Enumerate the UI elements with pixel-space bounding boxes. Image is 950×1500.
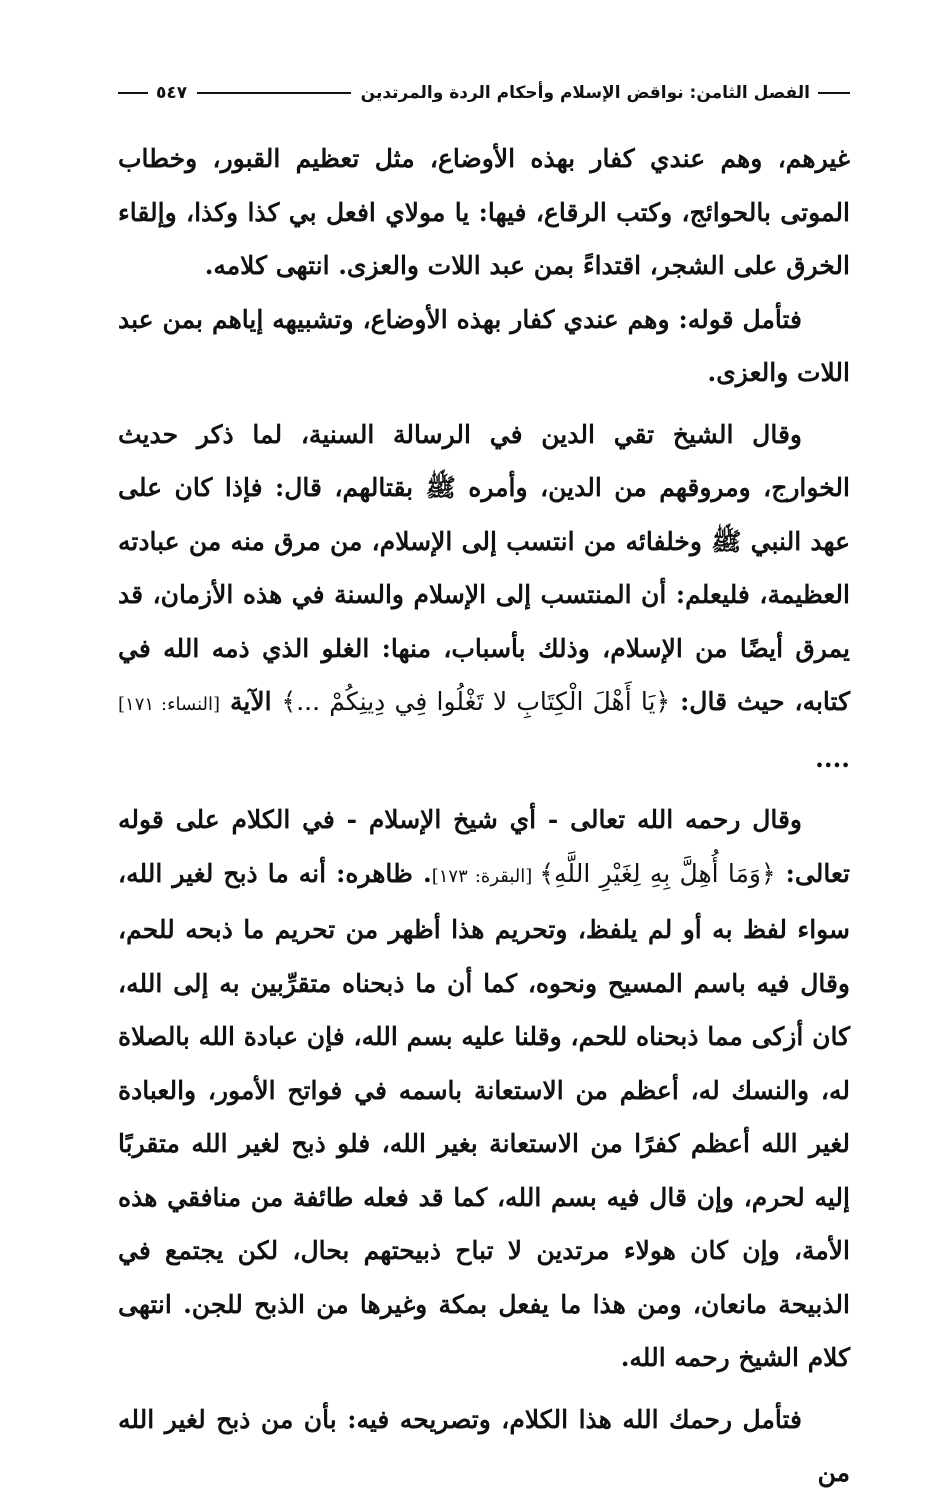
paragraph-4-text: وقال رحمه الله تعالى - أي شيخ الإسلام - في الكلام على قوله تعالى: (118, 805, 850, 888)
paragraph-4-rest: . ظاهره: أنه ما ذبح لغير الله، سواء لفظ به أو لم يلفظ، وتحريم هذا أظهر من تحريم ما ذبحه للحم، وقال فيه باسم المسيح ونحوه، كما أن ما ذبحناه متقرِّبين به إلى الله، كان أزكى مما ذبحناه للحم، وقلنا عليه بسم الله، فإن عبادة الله بالصلاة له، والنسك له، أعظم من الاستعانة باسمه في فواتح الأمور، والعبادة لغير الله أعظم كفرًا من الاستعانة بغير الله، فلو ذبح لغير الله متقربًا إليه لحرم، وإن قال فيه بسم الله، كما قد فعله طائفة من منافقي هذه الأمة، وإن كان هولاء مرتدين لا تباح ذبيحتهم بحال، لكن يجتمع في الذبيحة مانعان، ومن هذا ما يفعل بمكة وغيرها من الذبح للجن. انتهى كلام الشيخ رحمه الله. (118, 858, 850, 1372)
paragraph-5: فتأمل رحمك الله هذا الكلام، وتصريحه فيه: بأن من ذبح لغير الله من (118, 1404, 850, 1487)
paragraph-4 (118, 793, 850, 1385)
header-dash-right (818, 92, 850, 94)
verse-reference: [النساء: ١٧١] (118, 694, 221, 715)
page-number: ٥٤٧ (156, 83, 188, 103)
body-text (118, 132, 850, 1500)
paragraph-1: غيرهم، وهم عندي كفار بهذه الأوضاع، مثل تعظيم القبور، وخطاب الموتى بالحوائج، وكتب الرقاع، فيها: يا مولاي افعل بي كذا وكذا، وإلقاء الخرق على الشجر، اقتداءً بمن عبد اللات والعزى. انتهى كلامه. (118, 144, 850, 280)
paragraph-3-end: .... (815, 743, 850, 773)
paragraph-2: فتأمل قوله: وهم عندي كفار بهذه الأوضاع، وتشبيهه إياهم بمن عبد اللات والعزى. (118, 304, 850, 387)
header-rule (197, 92, 351, 94)
header-dash-left (118, 92, 148, 94)
quran-verse: ﴿وَمَا أُهِلَّ بِهِ لِغَيْرِ اللَّهِ﴾ (539, 858, 776, 888)
paragraph-3 (118, 408, 850, 786)
paragraph-3-mid: الآية (220, 687, 282, 716)
chapter-title: الفصل الثامن: نواقض الإسلام وأحكام الردة والمرتدين (360, 83, 810, 103)
running-header (118, 78, 850, 108)
quran-verse: ﴿يَا أَهْلَ الْكِتَابِ لا تَغْلُوا فِي دِينِكُمْ ...﴾ (281, 687, 671, 716)
paragraph-3-text: وقال الشيخ تقي الدين في الرسالة السنية، لما ذكر حديث الخوارج، ومروقهم من الدين، وأمره ﷺ بقتالهم، قال: فإذا كان على عهد النبي ﷺ وخلفائه من انتسب إلى الإسلام، من مرق منه من عبادته العظيمة، فليعلم: أن المنتسب إلى الإسلام والسنة في هذه الأزمان، قد يمرق أيضًا من الإسلام، وذلك بأسباب، منها: الغلو الذي ذمه الله في كتابه، حيث قال: (118, 419, 850, 716)
verse-reference: [البقرة: ١٧٣] (431, 865, 540, 887)
